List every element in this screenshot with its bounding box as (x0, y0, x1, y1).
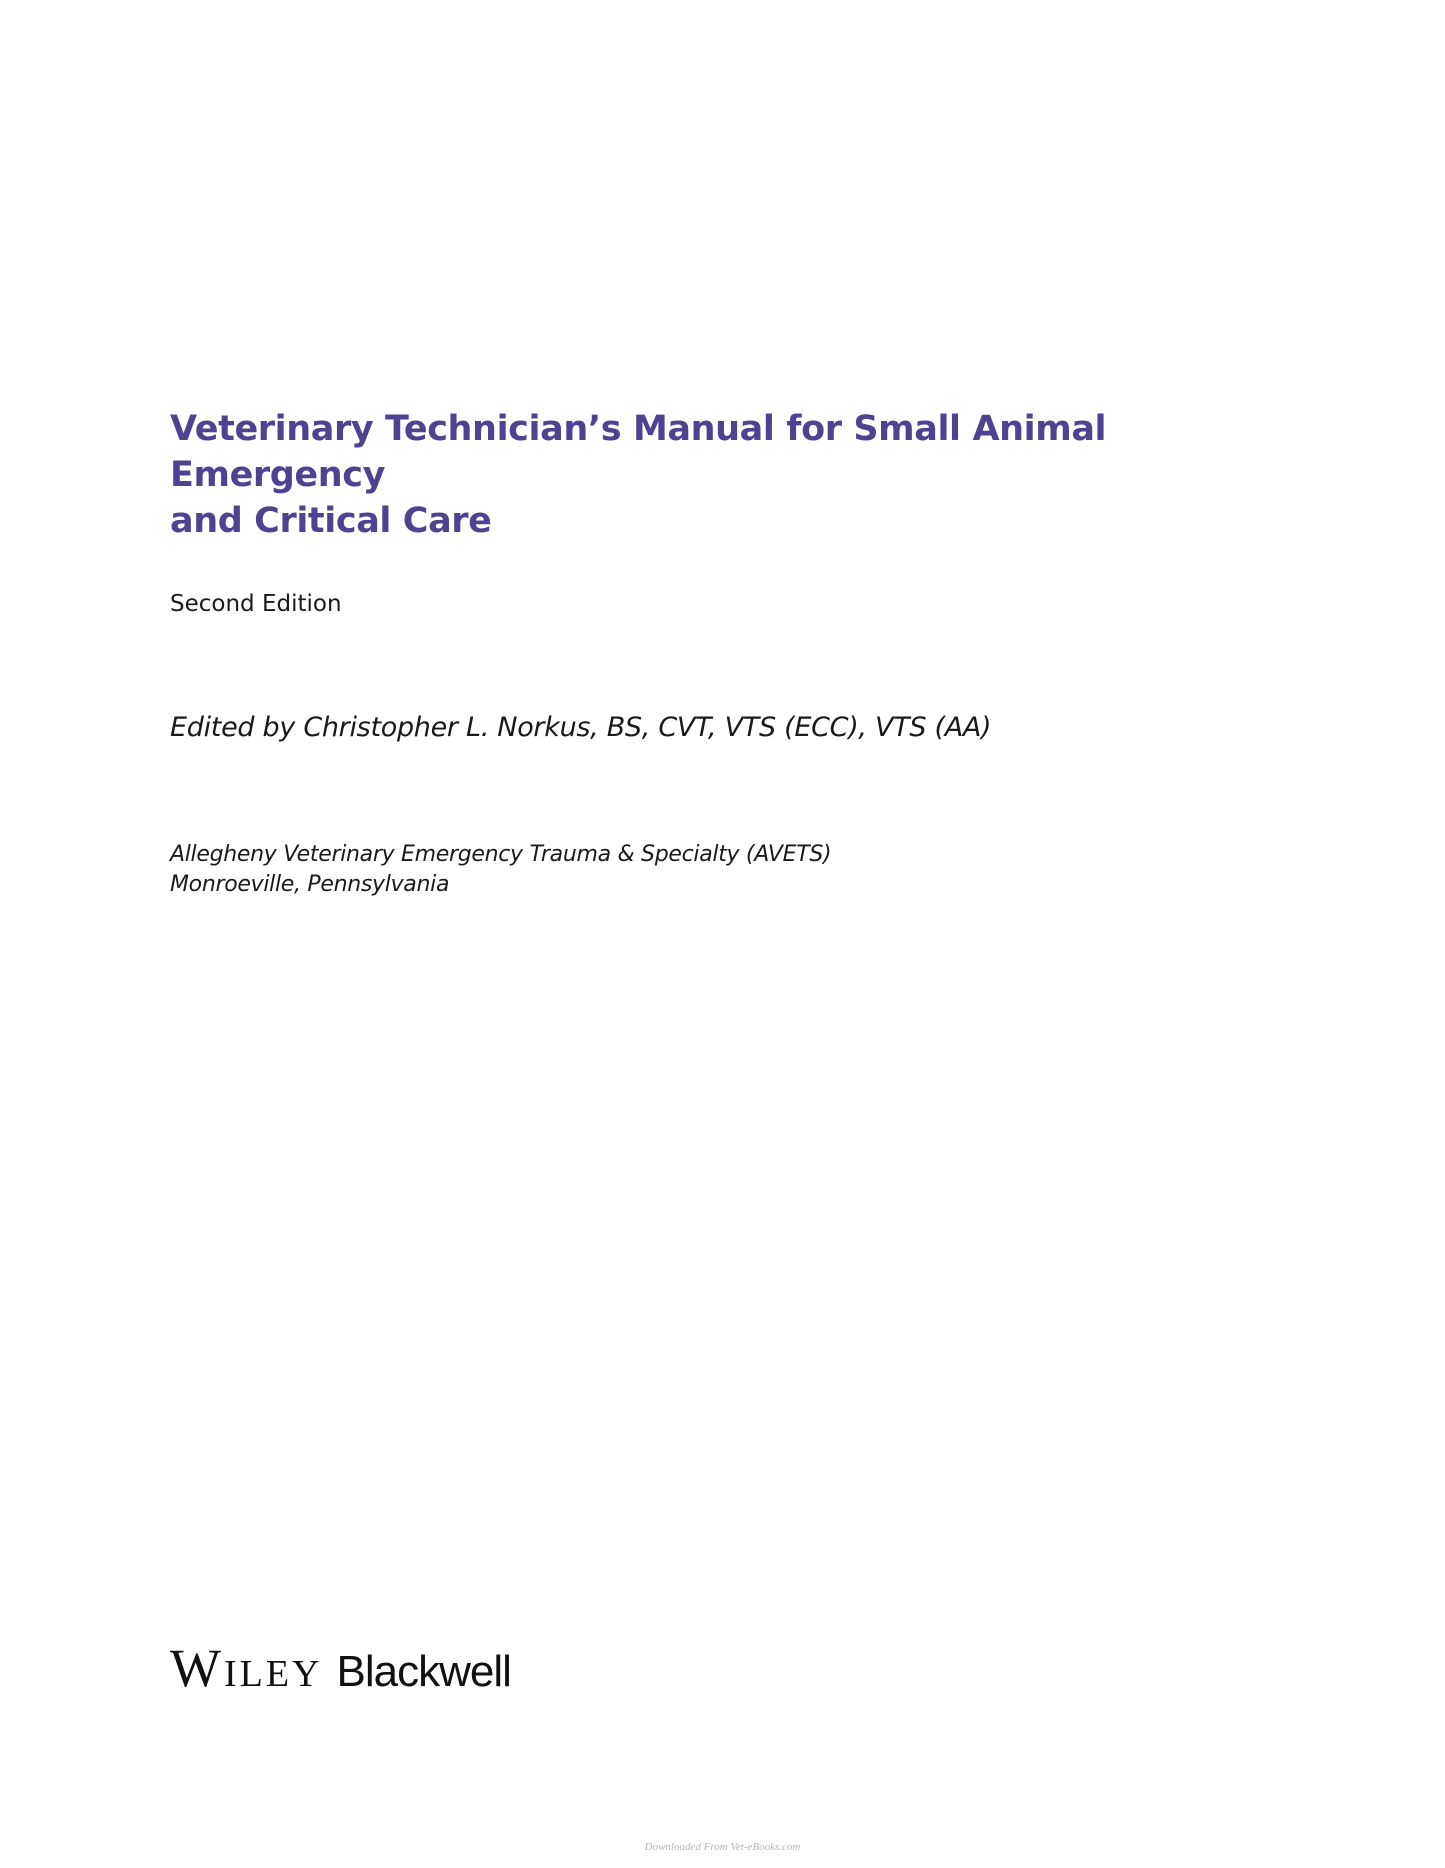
publisher-blackwell-wordmark: Blackwell (336, 1647, 511, 1696)
download-watermark: Downloaded From Vet-eBooks.com (644, 1841, 801, 1853)
book-title-line-2: and Critical Care (170, 501, 492, 541)
book-title (170, 406, 1290, 544)
editor-affiliation (170, 840, 831, 900)
book-title-line-1: Veterinary Technician’s Manual for Small Animal Emergency (170, 409, 1107, 495)
edition-label: Second Edition (170, 591, 342, 617)
editor-credit: Edited by Christopher L. Norkus, BS, CVT, VTS (ECC), VTS (AA) (170, 712, 992, 743)
affiliation-location: Monroeville, Pennsylvania (170, 872, 450, 897)
affiliation-institution: Allegheny Veterinary Emergency Trauma & Specialty (AVETS) (170, 842, 832, 867)
publisher-logo (170, 1638, 511, 1702)
publisher-wiley-wordmark: Wiley (170, 1638, 323, 1698)
